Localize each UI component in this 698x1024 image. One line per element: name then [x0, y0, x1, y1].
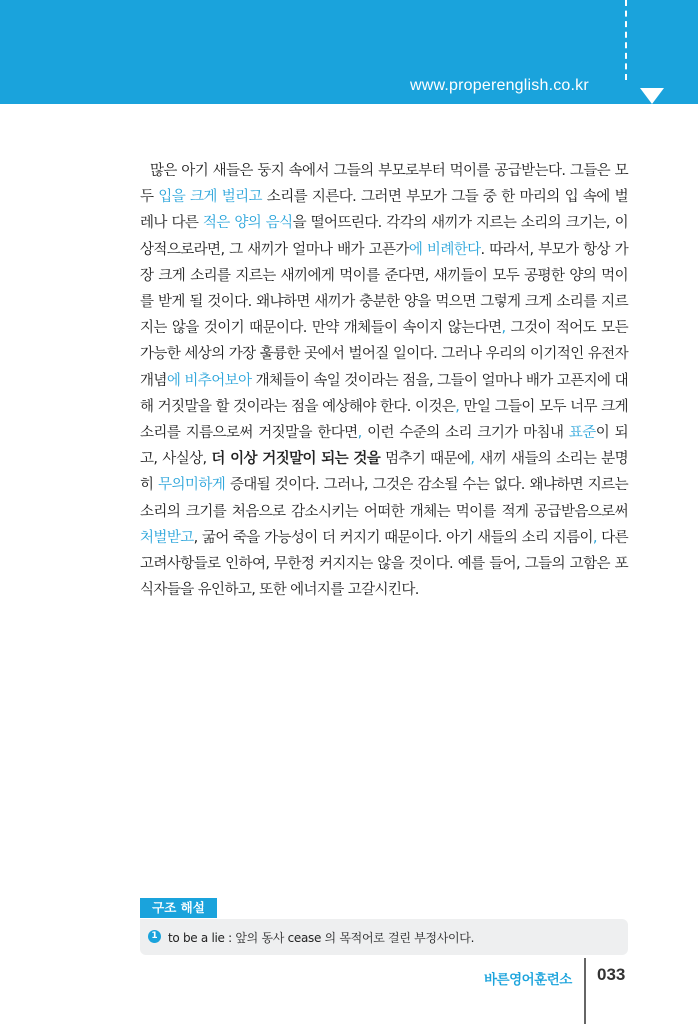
commentary-box — [140, 919, 628, 955]
passage-segment: 그것이 적어도 모든 가능한 세상의 가장 훌륭한 곳에서 벌어질 일이다. 그러나 우리의 이기적인 유전자 개념 — [140, 320, 628, 389]
highlighted-comma: , — [357, 425, 362, 442]
highlighted-phrase: 무의미하게 — [158, 477, 226, 494]
page-number: 033 — [597, 965, 626, 984]
passage-segment: 멈추기 때문에 — [380, 451, 471, 468]
passage-segment: 소리를 지른다. 그러면 부모가 그들 중 한 마리의 입 속에 벌레나 다른 — [140, 189, 628, 232]
highlighted-phrase: 에 비추어보아 — [166, 372, 252, 389]
banner-notch — [640, 88, 664, 104]
passage-segment: 만일 그들이 모두 너무 크게 소리를 지름으로써 거짓말을 한다면 — [140, 398, 628, 442]
highlighted-comma: , — [592, 529, 597, 546]
highlighted-phrase: 처벌받고 — [140, 529, 194, 546]
highlighted-phrase: 표준 — [568, 425, 596, 442]
passage-segment: 이런 수준의 소리 크기가 마침내 — [361, 425, 569, 442]
commentary-label: 구조 해설 — [140, 898, 217, 918]
highlighted-comma: , — [501, 320, 506, 337]
passage-segment: , 굶어 죽을 가능성이 더 커지기 때문이다. 아기 새들의 소리 지름이 — [193, 529, 593, 546]
passage-segment: 다른 고려사항들로 인하여, 무한정 커지지는 않을 것이다. 예를 들어, 그들의 고함은 포식자들을 유인하고, 또한 에너지를 고갈시킨다. — [140, 529, 628, 599]
highlighted-phrase: 입을 크게 벌리고 — [158, 189, 262, 206]
passage-segment: 증대될 것이다. 그러나, 그것은 감소될 수는 없다. 왜냐하면 지르는 소리의 크기를 처음으로 감소시키는 어떠한 개체는 먹이를 적게 공급받음으로써 — [140, 477, 628, 520]
footer-divider — [584, 958, 586, 1024]
highlighted-phrase: 에 비례한다 — [408, 241, 481, 258]
passage-segment: . 따라서, 부모가 항상 가장 크게 소리를 지르는 새끼에게 먹이를 준다면, 새끼들이 모두 공평한 양의 먹이를 받게 될 것이다. 왜냐하면 새끼가 충분한 양을 먹으면 그렇게 크게 소리를 지르지는 않을 것이기 때문이다. 만약 개체들이 속이지 않는다면 — [140, 241, 629, 337]
site-url: www.properenglish.co.kr — [410, 77, 589, 94]
book-title: 바른영어훈련소 — [484, 972, 572, 988]
note-number-badge: 1 — [148, 930, 161, 943]
header-banner — [0, 0, 698, 104]
highlighted-phrase: 적은 양의 음식 — [202, 215, 293, 232]
commentary-text: to be a lie : 앞의 동사 cease 의 목적어로 걸린 부정사이다. — [168, 931, 475, 945]
passage-segment: 많은 아기 새들은 둥지 속에서 그들의 부모로부터 먹이를 공급받는다. 그들은 모두 — [140, 163, 628, 206]
passage-segment: 새끼 새들의 소리는 분명히 — [140, 451, 628, 494]
highlighted-comma: , — [455, 398, 460, 415]
dashed-line — [625, 0, 627, 80]
passage-segment: 개체들이 속일 것이라는 점을, 그들이 얼마나 배가 고픈지에 대해 거짓말을 할 것이라는 점을 예상해야 한다. 이것은 — [140, 372, 629, 415]
passage-text — [140, 158, 628, 603]
bold-phrase: 더 이상 거짓말이 되는 것을 — [211, 451, 381, 468]
passage-segment: 이 되고, 사실상, — [140, 425, 628, 468]
passage-segment: 을 떨어뜨린다. 각각의 새끼가 지르는 소리의 크기는, 이상적으로라면, 그 새끼가 얼마나 배가 고픈가 — [140, 215, 628, 258]
highlighted-comma: , — [470, 451, 475, 468]
